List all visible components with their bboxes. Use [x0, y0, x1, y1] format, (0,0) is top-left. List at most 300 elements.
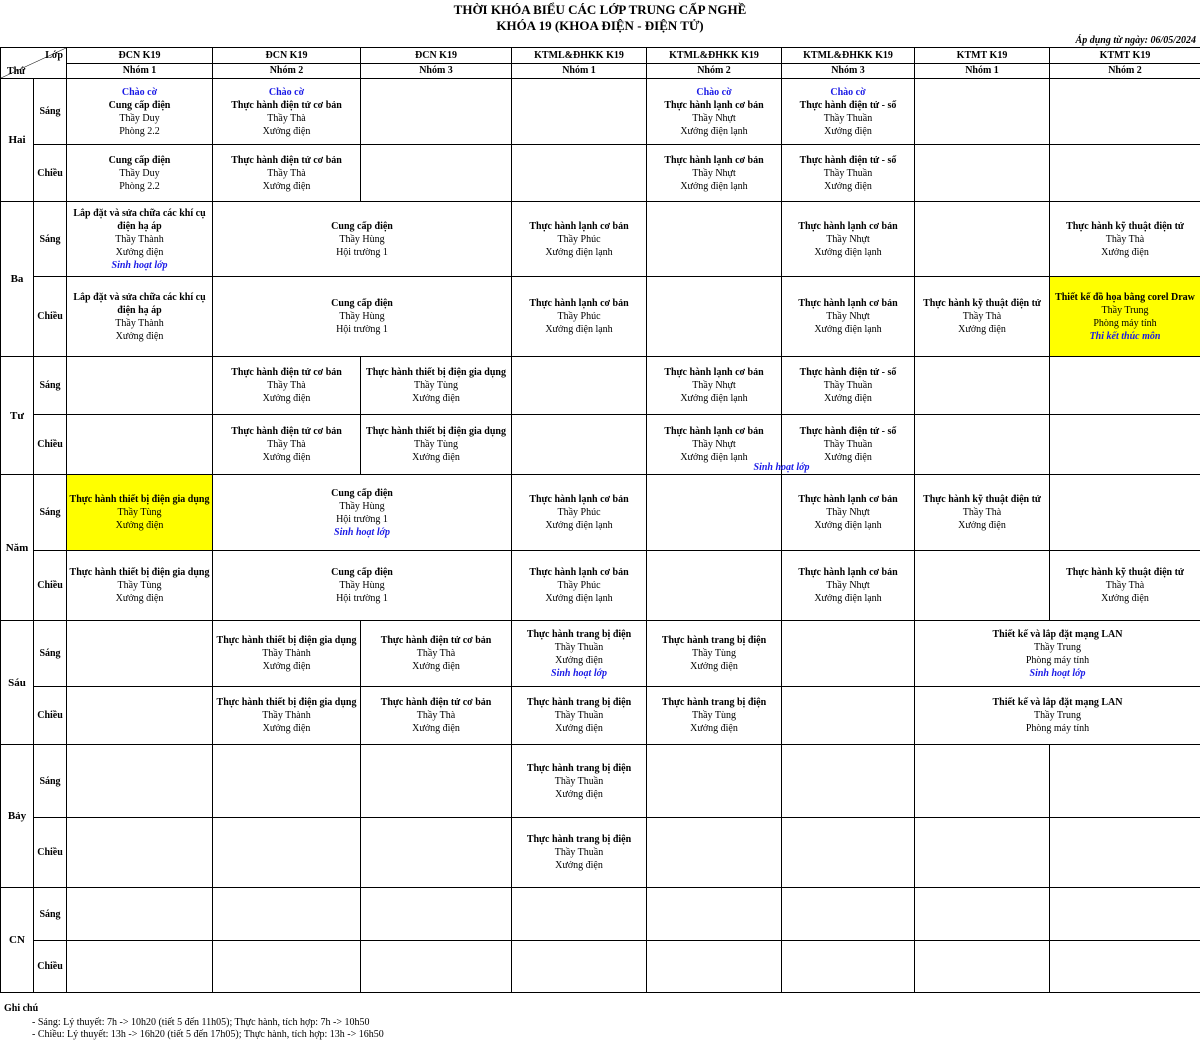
schedule-cell — [782, 79, 915, 145]
schedule-cell — [361, 415, 512, 475]
schedule-cell — [361, 745, 512, 818]
teacher-name: Thầy Thành — [115, 233, 164, 245]
room-name: Xưởng điện — [824, 452, 872, 463]
schedule-cell — [1050, 202, 1200, 277]
subject-name: Thực hành trang bị điện — [526, 628, 632, 640]
teacher-name: Thầy Nhựt — [826, 233, 870, 245]
teacher-name: Thầy Thuần — [554, 641, 604, 653]
subject-name: Thực hành thiết bị điện gia dụng — [69, 567, 210, 578]
day-name: Sáu — [1, 621, 34, 745]
session-name: Sáng — [34, 888, 67, 941]
flag-ceremony-label: Chào cờ — [830, 86, 866, 98]
room-name: Xưởng điện lạnh — [680, 180, 748, 192]
class-note: Sinh hoạt lớp — [551, 667, 607, 679]
timetable-row — [1, 745, 1200, 818]
subject-name: Thực hành lạnh cơ bản — [798, 298, 898, 309]
room-name: Xưởng điện — [262, 125, 311, 137]
session-name: Sáng — [34, 621, 67, 687]
schedule-cell — [361, 818, 512, 888]
schedule-cell — [512, 202, 647, 277]
teacher-name: Thầy Hùng — [339, 500, 385, 512]
room-name: Hội trường 1 — [336, 246, 388, 258]
page-title: THỜI KHÓA BIỂU CÁC LỚP TRUNG CẤP NGHỀ — [453, 2, 747, 17]
schedule-cell — [67, 415, 213, 475]
subject-name: Thực hành kỹ thuật điện tử — [923, 298, 1041, 309]
schedule-cell — [782, 621, 915, 687]
schedule-cell — [67, 551, 213, 621]
teacher-name: Thầy Nhựt — [826, 580, 870, 591]
room-name: Xưởng điện lạnh — [814, 520, 882, 531]
notes-label: Ghi chú — [4, 1003, 39, 1014]
schedule-cell — [67, 79, 213, 145]
session-name: Chiều — [34, 551, 67, 621]
class-label: Lớp — [45, 50, 63, 61]
schedule-cell — [213, 277, 512, 357]
subject-name: Cung cấp điện — [331, 298, 393, 309]
col-group: Nhóm 3 — [361, 63, 512, 79]
day-name: Tư — [1, 357, 34, 475]
teacher-name: Thầy Thuần — [823, 167, 873, 179]
schedule-cell — [67, 621, 213, 687]
timetable-row — [1, 888, 1200, 941]
schedule-cell — [67, 357, 213, 415]
schedule-cell — [1050, 357, 1200, 415]
col-class: KTMT K19 — [1050, 48, 1200, 64]
subject-name: Thực hành kỹ thuật điện tử — [1066, 220, 1184, 232]
col-class: KTML&ĐHKK K19 — [647, 48, 782, 64]
schedule-cell — [1050, 475, 1200, 551]
teacher-name: Thầy Phúc — [557, 233, 601, 245]
day-name: Hai — [1, 79, 34, 202]
room-name: Xưởng điện — [555, 723, 603, 734]
schedule-cell — [361, 941, 512, 993]
teacher-name: Thầy Thuần — [554, 775, 604, 787]
teacher-name: Thầy Tùng — [692, 710, 736, 721]
room-name: Xưởng điện — [824, 180, 872, 192]
room-name: Xưởng điện — [115, 246, 164, 258]
schedule-cell — [213, 551, 512, 621]
teacher-name: Thầy Hùng — [339, 580, 385, 591]
teacher-name: Thầy Tùng — [117, 507, 162, 518]
teacher-name: Thầy Phúc — [557, 507, 601, 518]
subject-name: Cung cấp điện — [331, 487, 393, 499]
schedule-cell — [915, 888, 1050, 941]
subject-name: Thực hành lạnh cơ bản — [664, 154, 764, 166]
subject-name: Thực hành trang bị điện — [526, 762, 632, 774]
session-name: Sáng — [34, 202, 67, 277]
subject-name: Thực hành điện tử - số — [799, 99, 897, 111]
schedule-cell — [647, 818, 782, 888]
schedule-cell — [512, 818, 647, 888]
teacher-name: Thầy Thuần — [554, 710, 604, 721]
schedule-cell — [782, 745, 915, 818]
room-name: Xưởng điện lạnh — [545, 246, 613, 258]
schedule-cell — [915, 687, 1200, 745]
schedule-cell — [782, 475, 915, 551]
room-name: Xưởng điện — [262, 723, 311, 734]
schedule-cell — [512, 79, 647, 145]
flag-ceremony-label: Chào cờ — [696, 86, 732, 98]
schedule-cell — [782, 818, 915, 888]
class-note: Sinh hoạt lớp — [334, 526, 390, 538]
schedule-cell — [782, 551, 915, 621]
schedule-cell — [213, 745, 361, 818]
timetable-row — [1, 277, 1200, 357]
room-name: Xưởng điện — [958, 324, 1006, 335]
schedule-cell — [647, 145, 782, 202]
schedule-cell — [1050, 745, 1200, 818]
room-name: Phòng 2.2 — [119, 180, 160, 192]
teacher-name: Thầy Thà — [1105, 580, 1145, 591]
room-name: Xưởng điện lạnh — [545, 593, 613, 604]
schedule-cell — [67, 745, 213, 818]
schedule-cell — [915, 202, 1050, 277]
teacher-name: Thầy Trung — [1101, 304, 1149, 316]
subject-name: Thiết kế đồ họa bằng corel Draw — [1055, 291, 1195, 303]
teacher-name: Thầy Hùng — [339, 311, 385, 322]
col-group: Nhóm 3 — [782, 63, 915, 79]
schedule-cell — [915, 277, 1050, 357]
schedule-cell — [512, 941, 647, 993]
teacher-name: Thầy Tùng — [414, 380, 458, 391]
schedule-cell — [1050, 941, 1200, 993]
room-name: Phòng máy tính — [1093, 317, 1157, 329]
room-name: Xưởng điện — [262, 452, 311, 463]
schedule-cell — [361, 145, 512, 202]
schedule-cell — [213, 888, 361, 941]
subject-name: Thực hành điện tử - số — [799, 426, 897, 437]
schedule-cell — [67, 687, 213, 745]
timetable — [0, 47, 1200, 993]
teacher-name: Thầy Trung — [1034, 641, 1081, 653]
subject-name: Cung cấp điện — [331, 567, 393, 578]
teacher-name: Thầy Duy — [119, 167, 160, 179]
timetable-row — [1, 687, 1200, 745]
subject-name: Thực hành lạnh cơ bản — [529, 567, 629, 578]
subject-name: Thực hành điện tử cơ bản — [231, 426, 342, 437]
schedule-cell — [512, 415, 647, 475]
subject-name: Thực hành kỹ thuật điện tử — [923, 494, 1041, 505]
schedule-cell — [213, 941, 361, 993]
schedule-cell — [1050, 415, 1200, 475]
schedule-cell — [512, 475, 647, 551]
day-name: Ba — [1, 202, 34, 357]
teacher-name: Thầy Thà — [962, 311, 1002, 322]
teacher-name: Thầy Thà — [267, 439, 306, 450]
teacher-name: Thầy Thuần — [554, 847, 604, 858]
schedule-cell — [512, 888, 647, 941]
teacher-name: Thầy Thà — [1105, 233, 1145, 245]
schedule-cell — [647, 277, 782, 357]
schedule-cell — [782, 202, 915, 277]
schedule-cell — [512, 687, 647, 745]
subject-name: Thực hành điện tử cơ bản — [380, 635, 492, 646]
room-name: Xưởng điện lạnh — [814, 324, 882, 335]
room-name: Phòng 2.2 — [119, 125, 160, 137]
schedule-cell — [915, 621, 1200, 687]
teacher-name: Thầy Thà — [267, 112, 306, 124]
session-name: Sáng — [34, 745, 67, 818]
subject-name: Thực hành điện tử - số — [799, 154, 897, 166]
schedule-cell — [1050, 551, 1200, 621]
timetable-row — [1, 621, 1200, 687]
schedule-cell — [915, 551, 1050, 621]
teacher-name: Thầy Tùng — [117, 580, 162, 591]
subject-name: Thực hành lạnh cơ bản — [664, 426, 764, 437]
schedule-cell — [915, 941, 1050, 993]
subject-name: Thực hành thiết bị điện gia dụng — [216, 697, 357, 708]
col-class: KTML&ĐHKK K19 — [512, 48, 647, 64]
teacher-name: Thầy Phúc — [557, 580, 601, 591]
col-class: ĐCN K19 — [361, 48, 512, 64]
schedule-cell — [647, 745, 782, 818]
subject-name: Cung cấp điện — [108, 154, 171, 166]
teacher-name: Thầy Thuần — [823, 112, 873, 124]
schedule-cell — [915, 357, 1050, 415]
schedule-cell — [361, 357, 512, 415]
schedule-cell — [213, 415, 361, 475]
applied-date: Áp dụng từ ngày: 06/05/2024 — [1075, 35, 1196, 46]
schedule-cell — [782, 687, 915, 745]
teacher-name: Thầy Nhựt — [692, 167, 736, 179]
room-name: Xưởng điện — [690, 723, 738, 734]
timetable-row — [1, 202, 1200, 277]
teacher-name: Thầy Nhựt — [692, 380, 736, 391]
schedule-cell — [782, 888, 915, 941]
flag-ceremony-label: Chào cờ — [268, 86, 305, 98]
subject-name: Cung cấp điện — [331, 220, 393, 232]
timetable-row — [1, 818, 1200, 888]
schedule-cell — [213, 79, 361, 145]
teacher-name: Thầy Phúc — [557, 311, 601, 322]
session-name: Sáng — [34, 475, 67, 551]
room-name: Xưởng điện lạnh — [680, 452, 748, 463]
room-name: Phòng máy tính — [1025, 654, 1090, 666]
schedule-cell — [915, 79, 1050, 145]
schedule-cell — [512, 745, 647, 818]
schedule-cell — [782, 357, 915, 415]
teacher-name: Thầy Thà — [267, 167, 306, 179]
schedule-cell — [915, 475, 1050, 551]
teacher-name: Thầy Nhựt — [692, 112, 736, 124]
subject-name: Lắp đặt và sửa chữa các khí cụ điện hạ áp — [73, 207, 206, 232]
schedule-cell — [647, 621, 782, 687]
room-name: Xưởng điện — [115, 593, 164, 604]
subject-name: Thực hành lạnh cơ bản — [798, 567, 898, 578]
col-class: KTMT K19 — [915, 48, 1050, 64]
teacher-name: Thầy Trung — [1034, 710, 1081, 721]
class-note: Thi kết thúc môn — [1089, 330, 1161, 342]
subject-name: Thiết kế và lắp đặt mạng LAN — [992, 697, 1123, 708]
teacher-name: Thầy Duy — [119, 112, 160, 124]
col-class: ĐCN K19 — [67, 48, 213, 64]
teacher-name: Thầy Nhựt — [826, 507, 870, 518]
schedule-cell — [213, 621, 361, 687]
subject-name: Thực hành lạnh cơ bản — [529, 220, 629, 232]
schedule-cell — [647, 551, 782, 621]
room-name: Xưởng điện — [412, 723, 460, 734]
room-name: Hội trường 1 — [336, 324, 388, 335]
schedule-cell — [915, 145, 1050, 202]
col-group: Nhóm 1 — [915, 63, 1050, 79]
room-name: Hội trường 1 — [336, 593, 388, 604]
room-name: Hội trường 1 — [336, 513, 388, 525]
session-name: Sáng — [34, 357, 67, 415]
schedule-cell — [213, 202, 512, 277]
teacher-name: Thầy Hùng — [339, 233, 385, 245]
subject-name: Thực hành thiết bị điện gia dụng — [216, 635, 357, 646]
schedule-cell — [915, 745, 1050, 818]
subject-name: Thực hành trang bị điện — [661, 697, 767, 708]
header-corner — [1, 48, 67, 79]
page-subtitle: KHÓA 19 (KHOA ĐIỆN - ĐIỆN TỬ) — [496, 18, 704, 33]
schedule-cell — [1050, 277, 1200, 357]
schedule-cell — [512, 551, 647, 621]
timetable-row — [1, 415, 1200, 475]
schedule-cell — [361, 888, 512, 941]
room-name: Xưởng điện — [555, 788, 603, 800]
col-group: Nhóm 2 — [213, 63, 361, 79]
session-name: Chiều — [34, 145, 67, 202]
schedule-cell — [782, 277, 915, 357]
room-name: Xưởng điện — [958, 520, 1006, 531]
schedule-cell — [1050, 818, 1200, 888]
schedule-cell — [67, 818, 213, 888]
room-name: Xưởng điện lạnh — [814, 246, 882, 258]
schedule-cell — [1050, 79, 1200, 145]
schedule-cell — [67, 277, 213, 357]
room-name: Xưởng điện — [555, 654, 603, 666]
subject-name: Thực hành thiết bị điện gia dụng — [366, 367, 506, 378]
session-name: Sáng — [34, 79, 67, 145]
session-name: Chiều — [34, 415, 67, 475]
room-name: Xưởng điện — [412, 393, 460, 404]
room-name: Phòng máy tính — [1025, 723, 1090, 734]
teacher-name: Thầy Thành — [262, 648, 311, 659]
teacher-name: Thầy Thành — [262, 710, 311, 721]
teacher-name: Thầy Thà — [416, 648, 456, 659]
schedule-cell — [647, 202, 782, 277]
timetable-row — [1, 357, 1200, 415]
schedule-cell — [512, 621, 647, 687]
subject-name: Thực hành lạnh cơ bản — [529, 298, 629, 309]
schedule-cell — [512, 357, 647, 415]
room-name: Xưởng điện — [412, 661, 460, 672]
timetable-row — [1, 551, 1200, 621]
col-group: Nhóm 1 — [67, 63, 213, 79]
subject-name: Thiết kế và lắp đặt mạng LAN — [992, 628, 1123, 640]
schedule-cell — [647, 357, 782, 415]
room-name: Xưởng điện — [115, 520, 164, 531]
timetable-row — [1, 475, 1200, 551]
schedule-cell — [361, 687, 512, 745]
day-label: Thứ — [7, 66, 26, 77]
timetable-row — [1, 79, 1200, 145]
subject-name: Thực hành trang bị điện — [661, 635, 767, 646]
schedule-cell — [512, 277, 647, 357]
subject-name: Thực hành lạnh cơ bản — [664, 367, 764, 378]
subject-name: Thực hành điện tử - số — [799, 367, 897, 378]
teacher-name: Thầy Thuần — [823, 380, 873, 391]
room-name: Xưởng điện lạnh — [814, 593, 882, 604]
room-name: Xưởng điện — [824, 393, 872, 404]
class-note: Sinh hoạt lớp — [111, 259, 168, 271]
teacher-name: Thầy Thà — [416, 710, 456, 721]
schedule-cell — [782, 145, 915, 202]
timetable-row — [1, 941, 1200, 993]
teacher-name: Thầy Tùng — [414, 439, 458, 450]
note-afternoon: - Chiều: Lý thuyết: 13h -> 16h20 (tiết 5 đến 17h05); Thực hành, tích hợp: 13h -> 16h50 — [32, 1029, 384, 1040]
teacher-name: Thầy Tùng — [692, 648, 736, 659]
schedule-cell — [1050, 145, 1200, 202]
note-morning: - Sáng: Lý thuyết: 7h -> 10h20 (tiết 5 đến 11h05); Thực hành, tích hợp: 7h -> 10h50 — [32, 1017, 370, 1028]
subject-name: Thực hành lạnh cơ bản — [529, 494, 629, 505]
class-note: Sinh hoạt lớp — [1029, 667, 1086, 679]
room-name: Xưởng điện — [690, 661, 738, 672]
teacher-name: Thầy Thà — [962, 507, 1002, 518]
schedule-cell — [67, 941, 213, 993]
col-group: Nhóm 2 — [1050, 63, 1200, 79]
schedule-cell — [512, 145, 647, 202]
day-name: Bảy — [1, 745, 34, 888]
schedule-cell — [647, 475, 782, 551]
schedule-cell — [915, 415, 1050, 475]
room-name: Xưởng điện lạnh — [545, 324, 613, 335]
room-name: Xưởng điện — [1101, 246, 1149, 258]
schedule-cell — [647, 941, 782, 993]
schedule-cell — [67, 475, 213, 551]
teacher-name: Thầy Nhựt — [826, 311, 870, 322]
col-class: ĐCN K19 — [213, 48, 361, 64]
room-name: Xưởng điện lạnh — [680, 393, 748, 404]
room-name: Xưởng điện — [262, 393, 311, 404]
teacher-name: Thầy Thuần — [823, 439, 873, 450]
subject-name: Thực hành thiết bị điện gia dụng — [366, 426, 506, 437]
subject-name: Thực hành thiết bị điện gia dụng — [69, 494, 210, 505]
schedule-cell — [647, 687, 782, 745]
session-name: Chiều — [34, 818, 67, 888]
timetable-row — [1, 145, 1200, 202]
flag-ceremony-label: Chào cờ — [121, 86, 158, 98]
schedule-cell — [213, 687, 361, 745]
subject-name: Thực hành điện tử cơ bản — [231, 154, 342, 166]
room-name: Xưởng điện — [262, 661, 311, 672]
room-name: Xưởng điện — [555, 860, 603, 871]
teacher-name: Thầy Thành — [115, 317, 164, 329]
schedule-cell — [1050, 888, 1200, 941]
schedule-cell — [213, 475, 512, 551]
subject-name: Thực hành lạnh cơ bản — [798, 220, 898, 232]
schedule-cell — [915, 818, 1050, 888]
subject-name: Thực hành điện tử cơ bản — [231, 367, 342, 378]
subject-name: Thực hành điện tử cơ bản — [231, 99, 342, 111]
room-name: Xưởng điện — [412, 452, 460, 463]
schedule-cell — [647, 888, 782, 941]
class-note: Sinh hoạt lớp — [753, 461, 810, 473]
room-name: Xưởng điện — [262, 180, 311, 192]
room-name: Xưởng điện — [1101, 593, 1149, 604]
schedule-cell — [361, 79, 512, 145]
schedule-cell — [213, 357, 361, 415]
schedule-cell — [361, 621, 512, 687]
room-name: Xưởng điện — [115, 330, 164, 342]
room-name: Xưởng điện lạnh — [680, 125, 748, 137]
subject-name: Lắp đặt và sửa chữa các khí cụ điện hạ áp — [73, 291, 206, 316]
subject-name: Thực hành trang bị điện — [526, 697, 632, 708]
schedule-cell — [213, 818, 361, 888]
session-name: Chiều — [34, 941, 67, 993]
subject-name: Thực hành lạnh cơ bản — [798, 494, 898, 505]
